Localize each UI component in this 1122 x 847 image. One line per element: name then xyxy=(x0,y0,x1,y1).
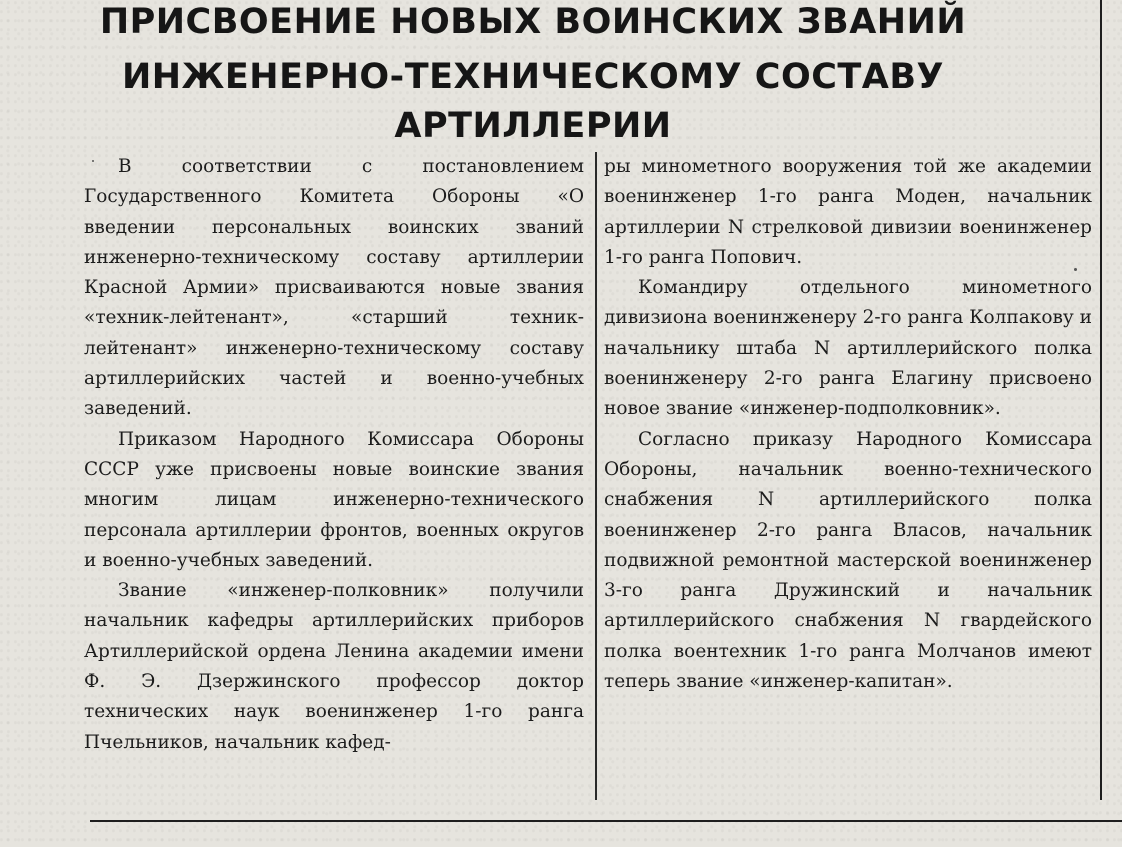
article-column-right xyxy=(604,152,1092,697)
paragraph-decree: В соответствии с постановлением Государственного Комитета Обороны «О введении персональных воинских званий инженерно-техническому составу артиллерии Красной Армии» присваиваются новые звания «техник-лейтенант», «старший техник-лейтенант» инженерно-техническому составу артиллерийских частей и военно-учебных заведений. xyxy=(84,156,584,420)
page-column-rule xyxy=(1100,0,1102,800)
paragraph-captain-rank: Согласно приказу Народного Комиссара Обороны, начальник военно-технического снабжения N артиллерийского полка военинженер 2-го ранга Власов, начальник подвижной ремонтной мастерской военинженер 3-го ранга Дружинский и начальник артиллерийского снабжения N гвардейского полка воентехник 1-го ранга Молчанов имеют теперь звание «инженер-капитан». xyxy=(604,428,1092,693)
paragraph-colonel-rank: Звание «инженер-полковник» получили начальник кафедры артиллерийских приборов Артиллерийской ордена Ленина академии имени Ф. Э. Дзержинского профессор доктор технических наук военинженер 1-го ранга Пчельников, начальник кафед- xyxy=(84,580,584,753)
print-speck xyxy=(1074,268,1077,271)
paragraph-lieutenant-colonel: Командиру отдельного минометного дивизиона военинженеру 2-го ранга Колпакову и начальнику штаба N артиллерийского полка военинженеру 2-го ранга Елагину присвоено новое звание «инженер-подполковник». xyxy=(604,277,1092,420)
column-divider xyxy=(595,152,597,800)
paragraph-order: Приказом Народного Комиссара Обороны СССР уже присвоены новые воинские звания многим лицам инженерно-технического персонала артиллерии фронтов, военных округов и военно-учебных заведений. xyxy=(84,428,584,571)
headline-line-2: ИНЖЕНЕРНО-ТЕХНИЧЕСКОМУ СОСТАВУ xyxy=(121,57,945,97)
headline-line-3: АРТИЛЛЕРИИ xyxy=(394,106,672,146)
article-column-left xyxy=(84,152,584,758)
bottom-rule xyxy=(90,820,1122,822)
print-speck xyxy=(92,160,94,162)
paragraph-continuation: ры минометного вооружения той же академии военинженер 1-го ранга Моден, начальник артиллерии N стрелковой дивизии военинженер 1-го ранга Попович. xyxy=(604,156,1092,268)
headline-line-1: ПРИСВОЕНИЕ НОВЫХ ВОИНСКИХ ЗВАНИЙ xyxy=(99,2,967,42)
